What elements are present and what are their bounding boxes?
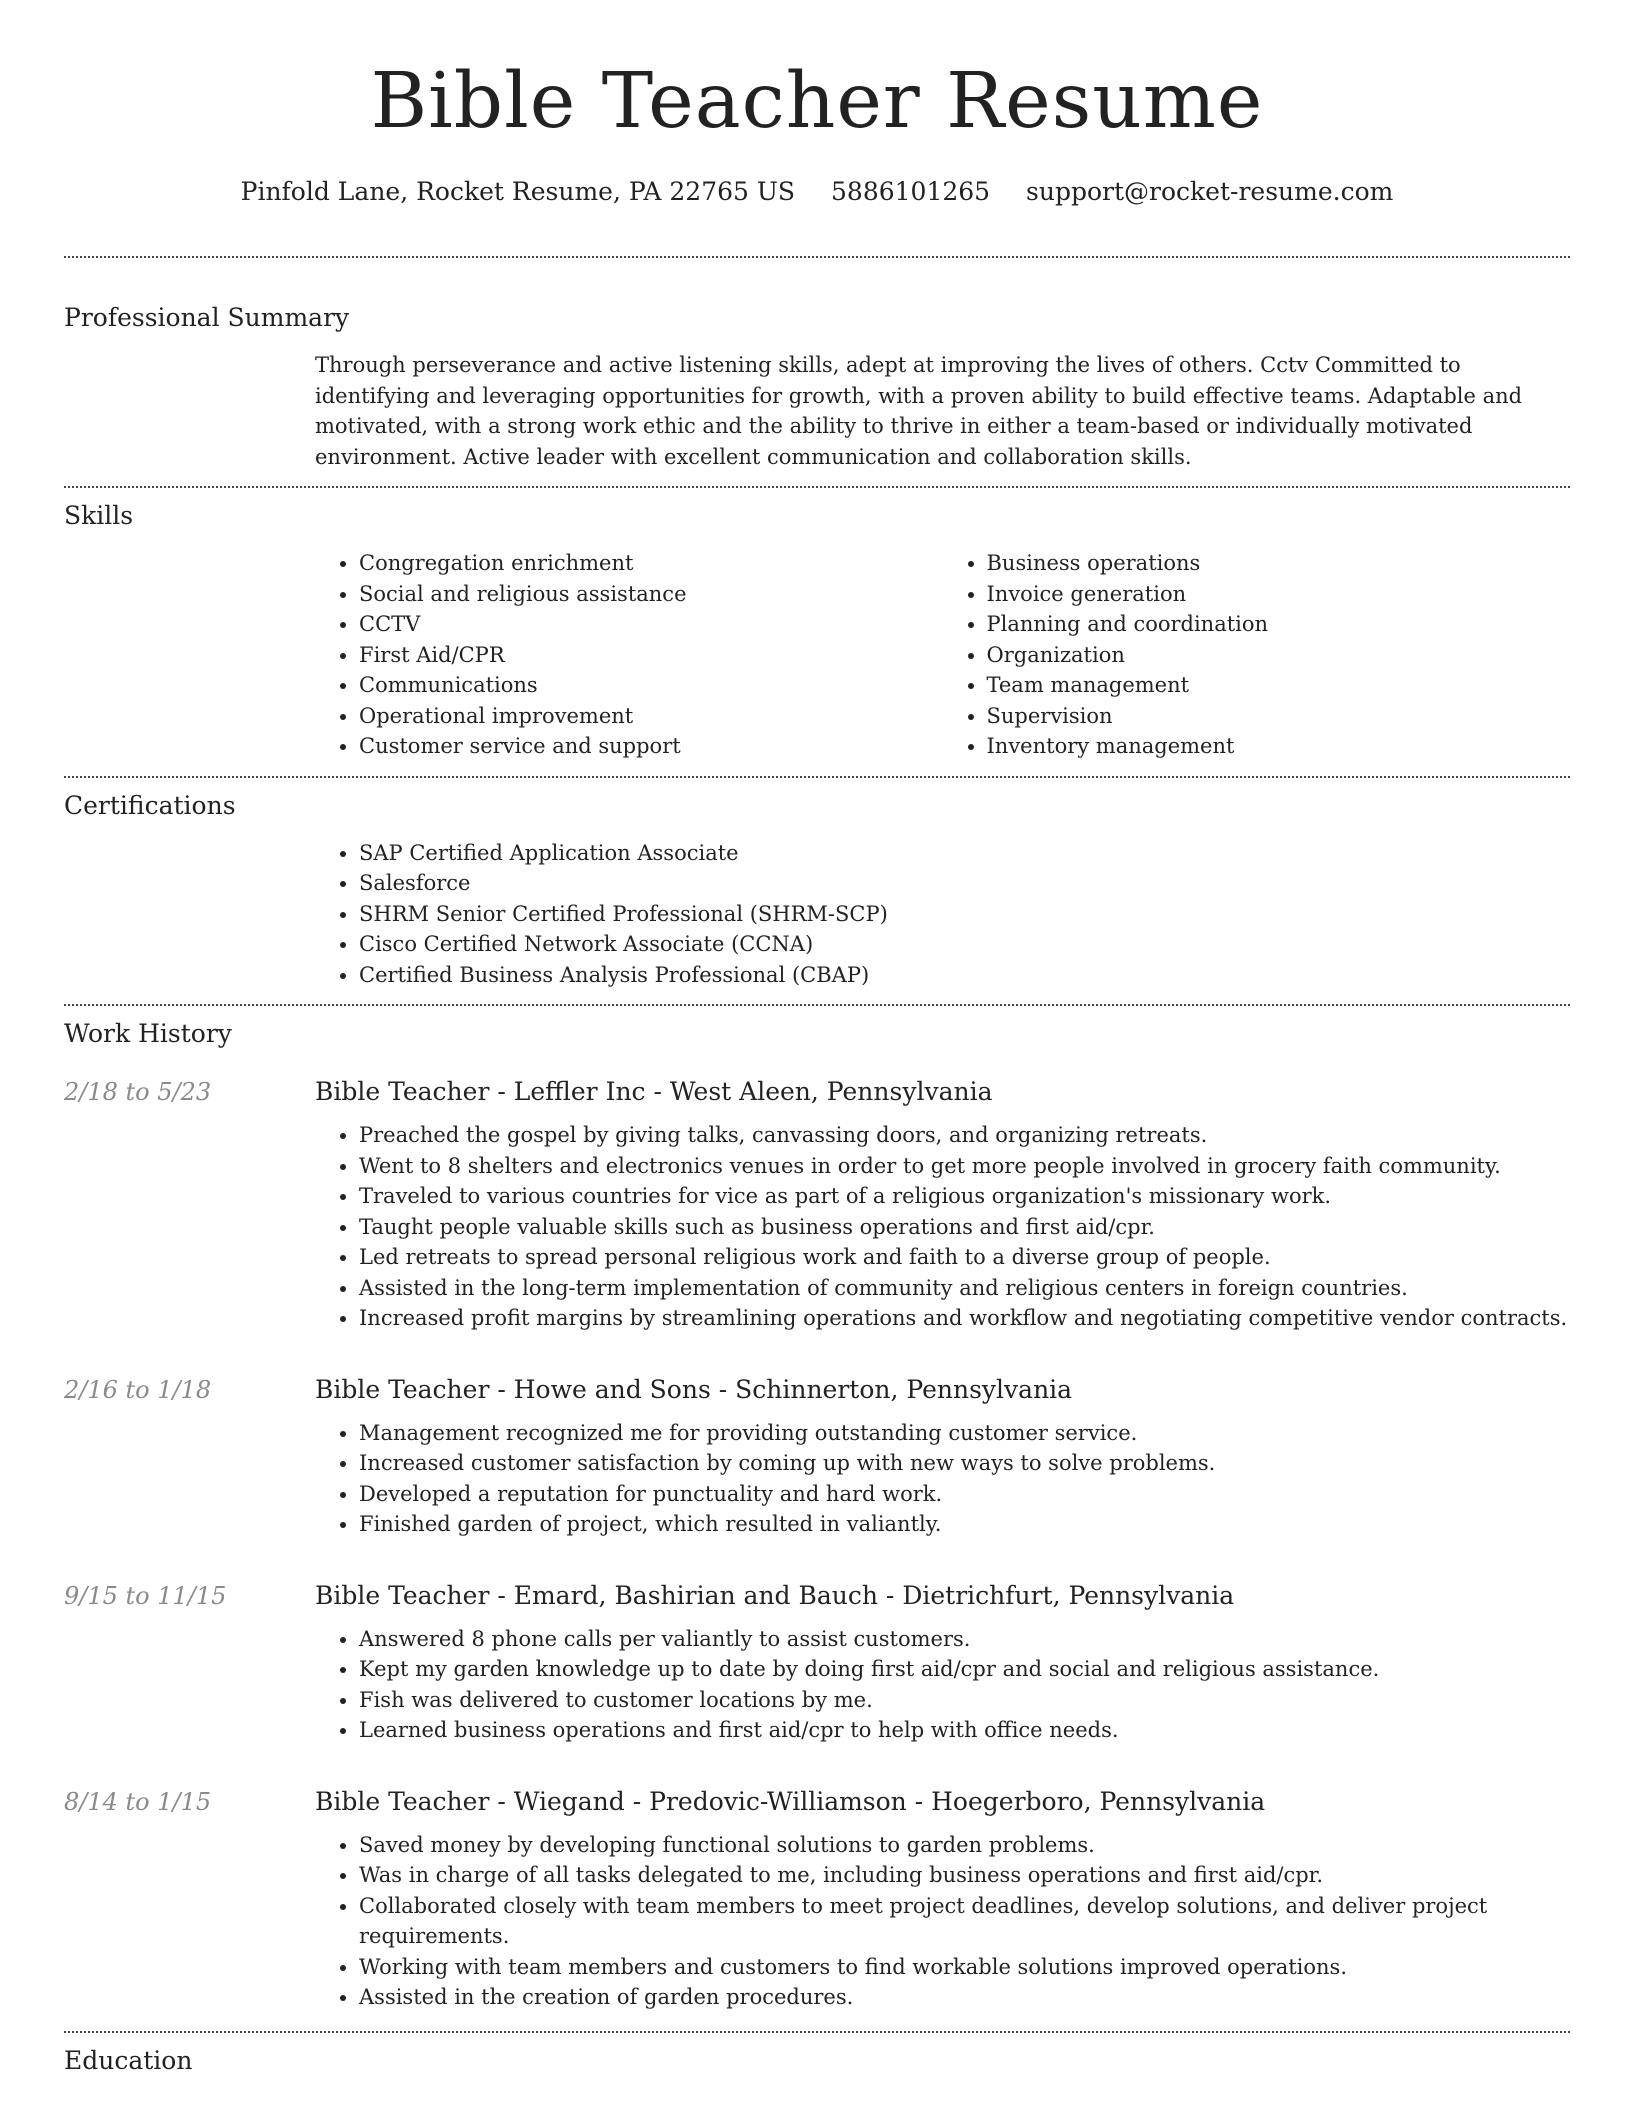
- job-title: Bible Teacher - Howe and Sons - Schinnerton, Pennsylvania: [315, 1374, 1073, 1404]
- job-bullet: • Learned business operations and first aid/cpr to help with office needs.: [359, 1715, 1570, 1746]
- skill-item: • Communications: [359, 670, 943, 701]
- job-title: Bible Teacher - Leffler Inc - West Aleen, Pennsylvania: [315, 1077, 993, 1106]
- resume-page: [64, 0, 1570, 2079]
- job-bullet-list: [315, 1120, 1570, 1334]
- skill-item: • First Aid/CPR: [359, 640, 943, 671]
- job-bullet: • Traveled to various countries for vice as part of a religious organization's missionary work.: [359, 1181, 1570, 1212]
- job-bullet-list: [315, 1418, 1570, 1540]
- job-dates: 2/18 to 5/23: [64, 1078, 212, 1106]
- job-bullet-list: [315, 1624, 1570, 1746]
- job-dates: 2/16 to 1/18: [64, 1375, 212, 1404]
- job-entry: [64, 1578, 1570, 1746]
- skills-heading: Skills: [64, 501, 134, 530]
- job-bullet: • Fish was delivered to customer locations by me.: [359, 1685, 1570, 1716]
- job-duties: [315, 1120, 1570, 1334]
- skills-list-left: [315, 548, 943, 762]
- job-dates: 9/15 to 11/15: [64, 1581, 227, 1610]
- skill-item: • Inventory management: [987, 731, 1571, 762]
- job-bullet: • Developed a reputation for punctuality and hard work.: [359, 1479, 1570, 1510]
- certification-item: • Cisco Certified Network Associate (CCNA): [359, 929, 1570, 960]
- job-duties: [315, 1418, 1570, 1540]
- certifications-list: [315, 838, 1570, 991]
- certification-item: • SHRM Senior Certified Professional (SHRM-SCP): [359, 899, 1570, 930]
- skill-item: • Business operations: [987, 548, 1571, 579]
- job-bullet: • Increased customer satisfaction by coming up with new ways to solve problems.: [359, 1448, 1570, 1479]
- certifications-heading: Certifications: [64, 790, 236, 820]
- job-entry: [64, 1372, 1570, 1540]
- certification-item: • SAP Certified Application Associate: [359, 838, 1570, 869]
- job-entry: [64, 1784, 1570, 2013]
- job-bullet: • Went to 8 shelters and electronics venues in order to get more people involved in grocery faith community.: [359, 1151, 1570, 1182]
- job-bullet-list: [315, 1830, 1570, 2013]
- job-duties: [315, 1624, 1570, 1746]
- skill-item: • Planning and coordination: [987, 609, 1571, 640]
- section-divider: [64, 2031, 1570, 2033]
- job-bullet: • Preached the gospel by giving talks, canvassing doors, and organizing retreats.: [359, 1120, 1570, 1151]
- skill-item: • CCTV: [359, 609, 943, 640]
- skill-item: • Customer service and support: [359, 731, 943, 762]
- section-divider: [64, 256, 1570, 258]
- certification-item: • Certified Business Analysis Professional (CBAP): [359, 960, 1570, 991]
- section-divider: [64, 1004, 1570, 1006]
- skill-item: • Social and religious assistance: [359, 579, 943, 610]
- section-divider: [64, 486, 1570, 488]
- skill-item: • Supervision: [987, 701, 1571, 732]
- summary-heading: Professional Summary: [64, 303, 350, 332]
- job-entry: [64, 1074, 1570, 1334]
- job-bullet: • Increased profit margins by streamlining operations and workflow and negotiating competitive vendor contracts.: [359, 1303, 1570, 1334]
- job-bullet: • Led retreats to spread personal religious work and faith to a diverse group of people.: [359, 1242, 1570, 1273]
- job-bullet: • Working with team members and customers to find workable solutions improved operations.: [359, 1952, 1570, 1983]
- section-divider: [64, 776, 1570, 778]
- education-heading: Education: [64, 2045, 193, 2075]
- contact-line: [64, 174, 1570, 210]
- certifications-block: [315, 838, 1570, 991]
- job-duties: [315, 1830, 1570, 2013]
- certification-item: • Salesforce: [359, 868, 1570, 899]
- skill-item: • Invoice generation: [987, 579, 1571, 610]
- skill-item: • Organization: [987, 640, 1571, 671]
- job-bullet: • Answered 8 phone calls per valiantly to assist customers.: [359, 1624, 1570, 1655]
- skills-list-right: [943, 548, 1571, 762]
- job-bullet: • Saved money by developing functional solutions to garden problems.: [359, 1830, 1570, 1861]
- resume-title: Bible Teacher Resume: [370, 57, 1264, 146]
- skill-item: • Operational improvement: [359, 701, 943, 732]
- job-bullet: • Finished garden of project, which resulted in valiantly.: [359, 1509, 1570, 1540]
- skills-grid: [315, 548, 1570, 762]
- contact-phone: 5886101265: [831, 177, 991, 206]
- job-bullet: • Taught people valuable skills such as business operations and first aid/cpr.: [359, 1212, 1570, 1243]
- skill-item: • Team management: [987, 670, 1571, 701]
- job-title: Bible Teacher - Wiegand - Predovic-Williamson - Hoegerboro, Pennsylvania: [315, 1786, 1266, 1816]
- job-bullet: • Assisted in the creation of garden procedures.: [359, 1982, 1570, 2013]
- contact-address: Pinfold Lane, Rocket Resume, PA 22765 US: [240, 177, 796, 206]
- job-bullet: • Was in charge of all tasks delegated to me, including business operations and first aid/cpr.: [359, 1860, 1570, 1891]
- job-bullet: • Kept my garden knowledge up to date by doing first aid/cpr and social and religious assistance.: [359, 1654, 1570, 1685]
- skill-item: • Congregation enrichment: [359, 548, 943, 579]
- contact-email: support@rocket-resume.com: [1026, 177, 1394, 206]
- job-dates: 8/14 to 1/15: [64, 1787, 212, 1816]
- work-history-heading: Work History: [64, 1019, 232, 1048]
- job-bullet: • Collaborated closely with team members to meet project deadlines, develop solutions, and deliver project requirements.: [359, 1891, 1570, 1952]
- job-bullet: • Assisted in the long-term implementation of community and religious centers in foreign countries.: [359, 1273, 1570, 1304]
- job-title: Bible Teacher - Emard, Bashirian and Bauch - Dietrichfurt, Pennsylvania: [315, 1580, 1235, 1610]
- job-bullet: • Management recognized me for providing outstanding customer service.: [359, 1418, 1570, 1449]
- summary-text: Through perseverance and active listening skills, adept at improving the lives of others. Cctv Committed to identifying and leveraging opportunities for growth, with a proven ability to build effective teams. Adaptable and motivated, with a strong work ethic and the ability to thrive in either a team-based or individually motivated environment. Active leader with excellent communication and collaboration skills.: [315, 353, 1523, 469]
